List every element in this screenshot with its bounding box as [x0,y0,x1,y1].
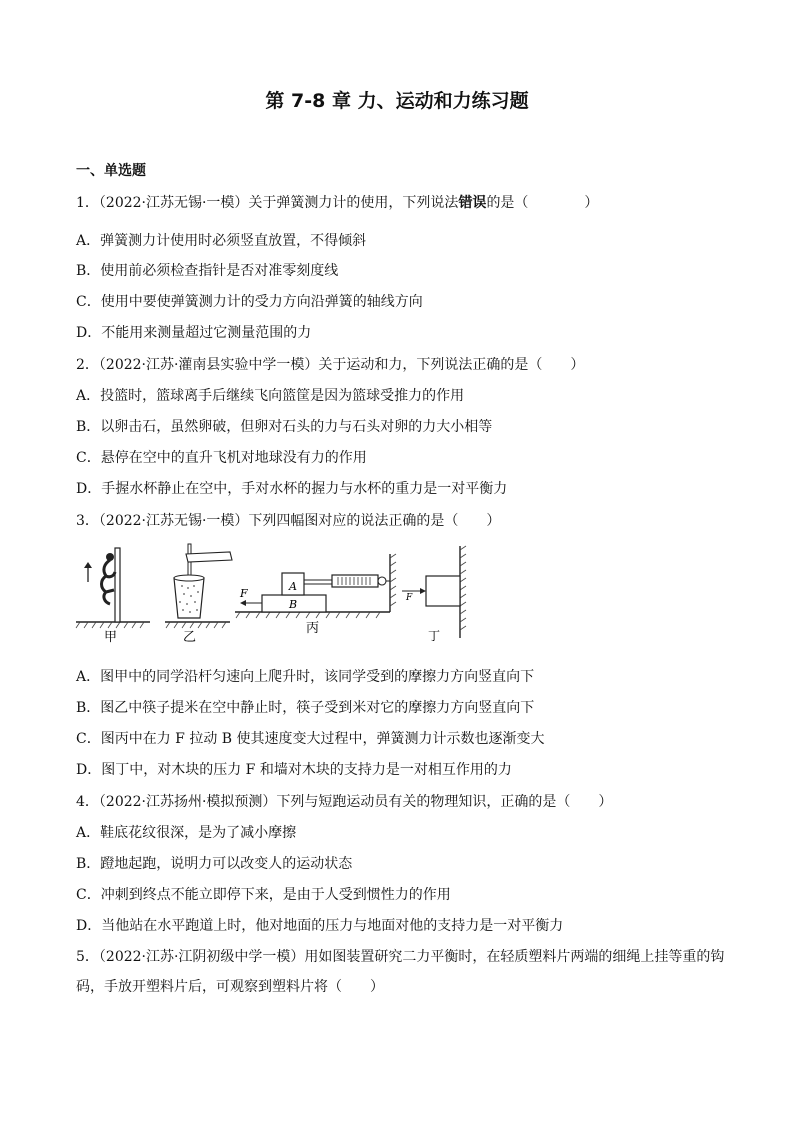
question-1-stem-post: 的是（ ） [486,195,599,211]
question-2-stem: 2．（2022·江苏·灌南县实验中学一模）关于运动和力，下列说法正确的是（ ） [76,357,585,373]
question-1-option-b: B．使用前必须检查指针是否对准零刻度线 [76,263,339,279]
question-4-option-b: B．蹬地起跑，说明力可以改变人的运动状态 [76,856,353,872]
figure-yi [165,544,232,645]
question-4-option-a: A．鞋底花纹很深，是为了减小摩擦 [76,825,297,841]
figure-label-ding: 丁 [428,629,441,643]
question-3-option-c: C．图丙中在力 F 拉动 B 使其速度变大过程中，弹簧测力计示数也逐渐变大 [76,731,545,747]
question-4-option-c: C．冲刺到终点不能立即停下来，是由于人受到惯性力的作用 [76,887,451,903]
question-3-figure [70,540,480,646]
figure-label-b: B [289,598,298,611]
figure-label-f-ding: F [406,593,413,603]
question-5-stem-line-1: 5．（2022·江苏·江阴初级中学一模）用如图装置研究二力平衡时，在轻质塑料片两端的细绳上挂等重的钩 [76,949,725,965]
question-1-stem [76,192,598,212]
question-1-option-a: A．弹簧测力计使用时必须竖直放置，不得倾斜 [76,233,367,249]
figure-label-a: A [289,580,297,593]
question-1-option-d: D．不能用来测量超过它测量范围的力 [76,325,312,341]
question-1-stem-pre: 1．（2022·江苏无锡·一模）关于弹簧测力计的使用，下列说法 [76,195,459,211]
question-2-option-a: A．投篮时，篮球离手后继续飞向篮筐是因为篮球受推力的作用 [76,388,465,404]
question-1-emphasis: 错误 [458,195,487,211]
question-4-option-d: D．当他站在水平跑道上时，他对地面的压力与地面对他的支持力是一对平衡力 [76,918,564,934]
question-3-option-b: B．图乙中筷子提米在空中静止时，筷子受到米对它的摩擦力方向竖直向下 [76,700,535,716]
figure-label-f-bing: F [240,587,248,600]
question-3-option-d: D．图丁中，对木块的压力 F 和墙对木块的支持力是一对相互作用的力 [76,762,512,778]
figure-jia [76,548,150,645]
question-2-option-c: C．悬停在空中的直升飞机对地球没有力的作用 [76,450,367,466]
page-title: 第 7-8 章 力、运动和力练习题 [265,90,529,112]
figure-bing [235,554,396,636]
question-1-option-c: C．使用中要使弹簧测力计的受力方向沿弹簧的轴线方向 [76,294,423,310]
section-heading: 一、单选题 [76,163,146,179]
figure-label-jia: 甲 [104,630,118,645]
question-2-option-d: D．手握水杯静止在空中，手对水杯的握力与水杯的重力是一对平衡力 [76,481,508,497]
figure-ding [402,546,466,643]
question-3-option-a: A．图甲中的同学沿杆匀速向上爬升时，该同学受到的摩擦力方向竖直向下 [76,669,535,685]
question-5-stem-line-2: 码，手放开塑料片后，可观察到塑料片将（ ） [76,979,384,995]
figure-label-yi: 乙 [183,630,197,645]
question-4-stem: 4．（2022·江苏扬州·模拟预测）下列与短跑运动员有关的物理知识，正确的是（ ） [76,794,613,810]
question-3-stem: 3．（2022·江苏无锡·一模）下列四幅图对应的说法正确的是（ ） [76,513,501,529]
figure-label-bing: 丙 [306,621,320,636]
question-2-option-b: B．以卵击石，虽然卵破，但卵对石头的力与石头对卵的力大小相等 [76,419,493,435]
